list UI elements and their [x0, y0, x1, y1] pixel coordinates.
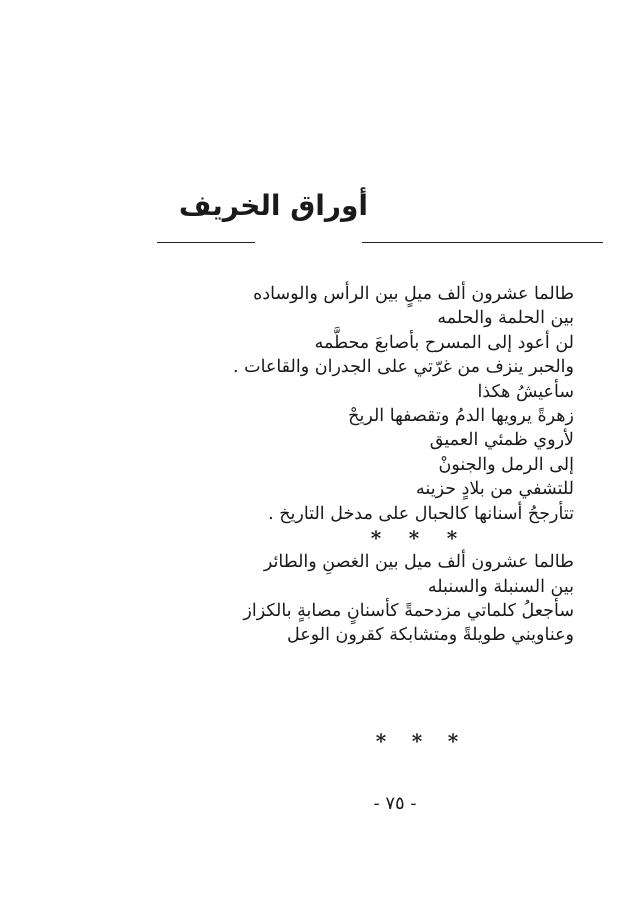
poem-line: تتأرجحُ أسنانها كالحبال على مدخل التاريخ . — [268, 503, 574, 524]
poem-line: لن أعود إلى المسرح بأصابعَ محطَّمه — [314, 332, 574, 353]
poem-line: طالما عشرون ألف ميلٍ بين الرأس والوساده — [253, 284, 574, 304]
poem-line: سأجعلُ كلماتي مزدحمةً كأسنانٍ مصابةٍ بالكزاز — [243, 601, 574, 622]
page-title: أوراق الخريف — [178, 189, 368, 222]
poem-line: لأروي ظمئي العميق — [429, 430, 574, 451]
poem-line: بين السنبلة والسنبله — [427, 576, 574, 597]
asterisk: * — [375, 729, 387, 753]
poem-line: للتشفي من بلادٍ حزينه — [416, 479, 574, 500]
poem-body — [214, 282, 574, 648]
poem-line: طالما عشرون ألف ميل بين الغصنِ والطائر — [263, 552, 574, 573]
poem-line: زهرةً يرويها الدمُ وتقصفها الريحْ — [348, 405, 574, 426]
poem-line: والحبر ينزف من غرّتي على الجدران والقاعات . — [232, 357, 574, 378]
stanza-separator — [214, 526, 574, 550]
asterisk: * — [446, 525, 458, 550]
asterisk: * — [447, 729, 459, 753]
poem-line: سأعيشُ هكذا — [477, 381, 574, 402]
asterisk: * — [408, 525, 420, 550]
poem-line: وعناويني طويلةً ومتشابكة كقرون الوعل — [287, 625, 574, 646]
asterisk: * — [370, 525, 382, 550]
poem-line: بين الحلمة والحلمه — [437, 308, 574, 329]
title-rule-left — [157, 242, 255, 243]
poem-line: إلى الرمل والجنونْ — [438, 454, 574, 475]
closing-separator — [362, 729, 472, 753]
asterisk: * — [411, 729, 423, 753]
page-number: - ٧٥ - — [373, 793, 417, 814]
title-rule-right — [362, 242, 603, 243]
